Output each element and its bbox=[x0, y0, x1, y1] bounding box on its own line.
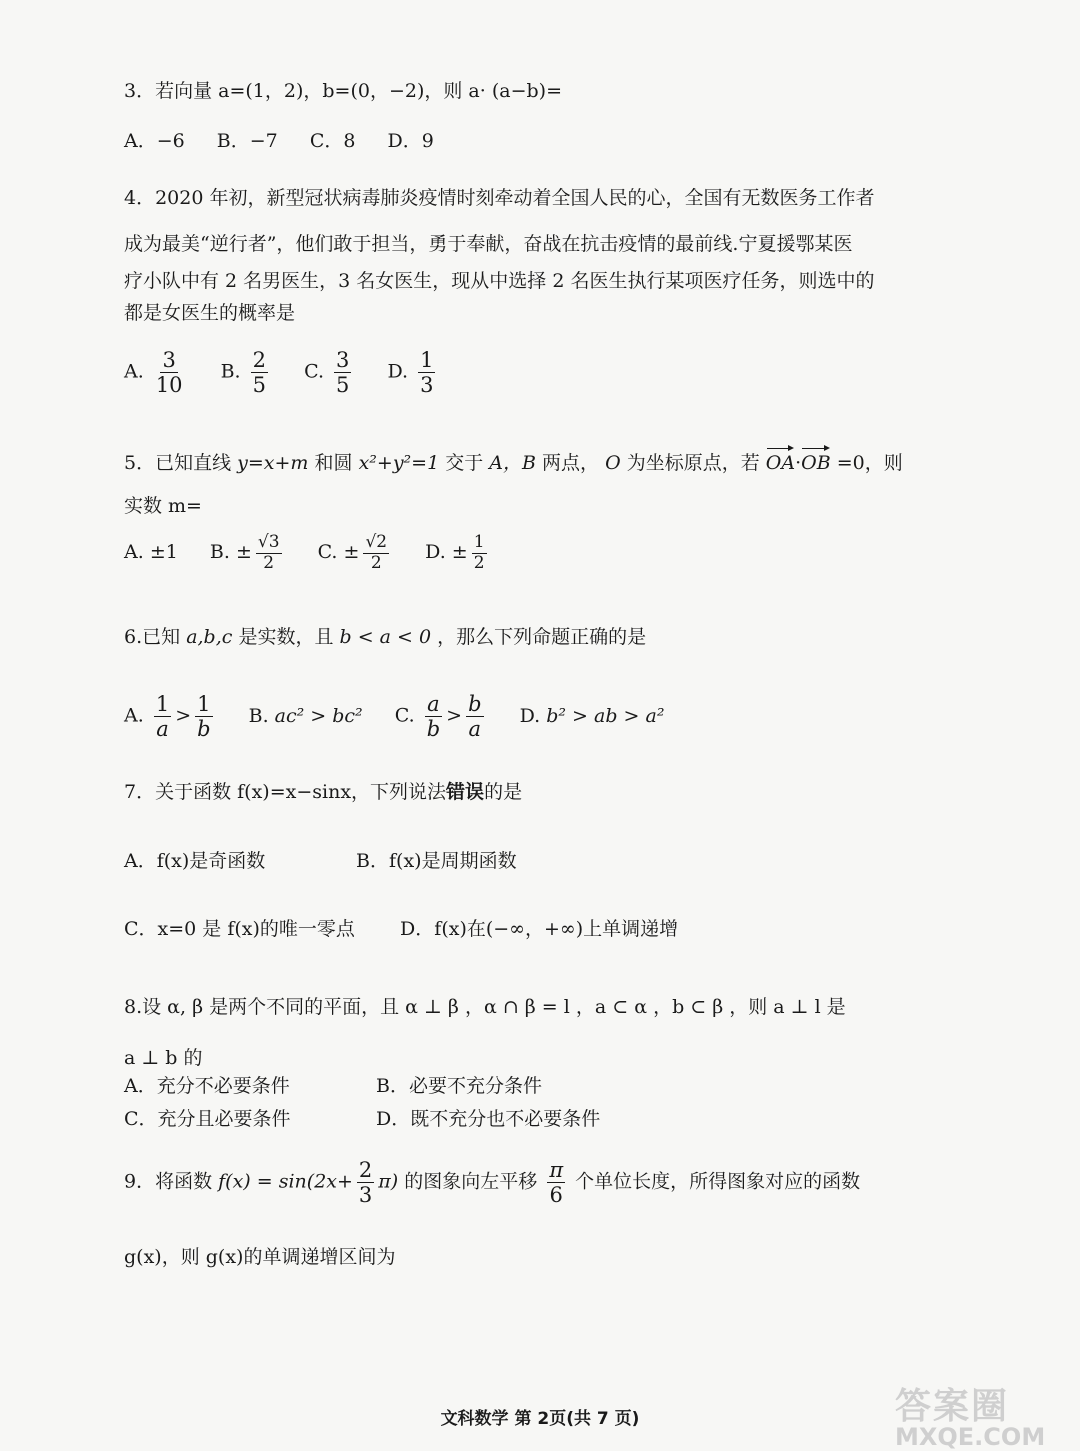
q6-option-d-expression: b² > ab > a² bbox=[546, 704, 665, 727]
watermark-text-cn: 答案圈 bbox=[895, 1386, 1010, 1427]
fraction bbox=[425, 692, 442, 741]
fraction-denominator: 3 bbox=[420, 373, 434, 398]
q4-option-c-fraction bbox=[334, 348, 351, 397]
q8-option-b: B．必要不充分条件 bbox=[376, 1075, 543, 1097]
q8-options-row-1 bbox=[124, 1075, 542, 1098]
q5-points: A，B bbox=[489, 452, 536, 474]
dot-operator: · bbox=[795, 452, 802, 474]
fraction bbox=[466, 692, 483, 741]
q8-line-1: 8.设 α, β 是两个不同的平面，且 α ⊥ β ，α ∩ β = l ，a ⊂ α ，b ⊂ β ，则 a ⊥ l 是 bbox=[124, 996, 846, 1018]
fraction bbox=[154, 692, 171, 741]
q5-option-d bbox=[425, 533, 490, 573]
vector-ob: OB bbox=[801, 446, 831, 475]
q4-option-a-label: A. bbox=[124, 360, 144, 383]
greater-than-sign: > bbox=[175, 704, 192, 727]
q4-option-b-fraction bbox=[251, 348, 268, 397]
fraction-denominator: 6 bbox=[549, 1183, 563, 1208]
q6-option-a bbox=[124, 692, 217, 741]
q9-prefix: 9．将函数 bbox=[124, 1170, 213, 1193]
q6-tail: ，那么下列命题正确的是 bbox=[437, 626, 647, 648]
q7-options-row-1 bbox=[124, 850, 517, 873]
q4-option-d bbox=[387, 348, 439, 397]
q5-option-a-value: ±1 bbox=[149, 541, 178, 564]
q6-option-a-label: A. bbox=[124, 704, 144, 727]
q4-option-a-fraction bbox=[154, 348, 185, 397]
q5-option-b bbox=[210, 533, 286, 573]
q8-options-row-2 bbox=[124, 1108, 600, 1131]
q4-line-4: 都是女医生的概率是 bbox=[124, 302, 296, 324]
q5-stem bbox=[124, 446, 903, 475]
fraction-numerator: 1 bbox=[155, 692, 170, 716]
q6-option-d bbox=[520, 705, 665, 728]
q5-options bbox=[124, 533, 517, 573]
fraction-denominator: a bbox=[156, 717, 169, 742]
q3-option-a: A．−6 bbox=[124, 130, 185, 152]
q5-option-d-label: D. bbox=[425, 541, 446, 564]
q9-tail: 个单位长度，所得图象对应的函数 bbox=[575, 1170, 861, 1193]
plus-minus-sign: ± bbox=[343, 541, 360, 564]
q5-option-c-label: C. bbox=[317, 541, 338, 564]
q9-shift-fraction bbox=[547, 1158, 565, 1207]
page-footer: 文科数学 第 2页(共 7 页) bbox=[440, 1409, 640, 1429]
q3-options bbox=[124, 130, 460, 153]
q5-option-c bbox=[318, 533, 394, 573]
fraction-denominator: 2 bbox=[263, 552, 275, 573]
q6-option-c bbox=[395, 692, 488, 741]
q9-phase-fraction bbox=[357, 1158, 374, 1207]
q6-option-c-label: C. bbox=[394, 704, 415, 727]
q5-option-a-label: A. bbox=[124, 541, 144, 564]
watermark-text-en: MXQE.COM bbox=[895, 1423, 1046, 1451]
q9-function-close: π) bbox=[378, 1170, 399, 1193]
fraction-denominator: a bbox=[468, 717, 482, 742]
q4-option-c-label: C. bbox=[304, 360, 324, 383]
q8-option-d: D．既不充分也不必要条件 bbox=[376, 1108, 601, 1130]
fraction-numerator: 1 bbox=[420, 348, 434, 372]
fraction-denominator: 2 bbox=[473, 552, 485, 573]
q4-line-3: 疗小队中有 2 名男医生，3 名女医生，现从中选择 2 名医生执行某项医疗任务，则选中的 bbox=[124, 270, 875, 292]
q6-stem bbox=[124, 626, 646, 649]
q4-option-b bbox=[221, 348, 272, 397]
q5-prefix: 5．已知直线 bbox=[124, 452, 232, 474]
q7-emphasis: 错误 bbox=[446, 781, 485, 803]
fraction-numerator: 2 bbox=[252, 348, 267, 372]
q7-prefix: 7．关于函数 f(x)=x−sinx，下列说法 bbox=[124, 781, 447, 803]
q5-text: 为坐标原点，若 bbox=[626, 452, 760, 474]
q4-line-2: 成为最美“逆行者”，他们敢于担当，勇于奉献，奋战在抗击疫情的最前线.宁夏援鄂某医 bbox=[124, 233, 853, 255]
fraction-numerator: √2 bbox=[365, 532, 388, 552]
q5-line-equation: y=x+m bbox=[237, 452, 309, 474]
q6-option-d-label: D. bbox=[519, 704, 541, 727]
fraction-numerator: 1 bbox=[197, 692, 211, 716]
greater-than-sign: > bbox=[446, 704, 463, 727]
q9-text: 的图象向左平移 bbox=[404, 1170, 538, 1193]
fraction-denominator: b bbox=[197, 717, 211, 742]
vector-oa: OA bbox=[766, 446, 795, 475]
q4-option-d-fraction bbox=[418, 348, 435, 397]
q6-option-b-expression: ac² > bc² bbox=[274, 704, 363, 727]
q6-option-b-label: B. bbox=[248, 704, 269, 727]
q3-option-c: C．8 bbox=[309, 130, 356, 152]
q9-line-2: g(x)，则 g(x)的单调递增区间为 bbox=[124, 1246, 396, 1268]
q7-option-b: B．f(x)是周期函数 bbox=[356, 850, 517, 872]
fraction-denominator: 10 bbox=[155, 373, 183, 398]
fraction-numerator: 3 bbox=[162, 348, 176, 372]
q7-stem bbox=[124, 781, 522, 804]
fraction-denominator: 5 bbox=[252, 373, 267, 398]
fraction bbox=[195, 692, 212, 741]
plus-minus-sign: ± bbox=[235, 541, 252, 564]
fraction-numerator: 3 bbox=[336, 348, 350, 372]
q5-option-b-label: B. bbox=[209, 541, 230, 564]
fraction-numerator: 2 bbox=[358, 1158, 373, 1182]
q4-option-a bbox=[124, 348, 189, 397]
q5-option-a bbox=[124, 541, 178, 564]
plus-minus-sign: ± bbox=[451, 541, 468, 564]
fraction-numerator: 1 bbox=[473, 532, 485, 552]
fraction-numerator: π bbox=[549, 1158, 564, 1182]
q7-options-row-2 bbox=[124, 918, 678, 941]
q6-text: 是实数，且 bbox=[238, 626, 334, 648]
watermark-logo bbox=[895, 1378, 1075, 1451]
q3-option-d: D．9 bbox=[387, 130, 434, 152]
q4-options bbox=[124, 348, 465, 397]
q3-option-b: B．−7 bbox=[216, 130, 278, 152]
q3-stem: 3．若向量 a=(1，2)，b=(0，−2)，则 a· (a−b)= bbox=[124, 80, 562, 102]
fraction-denominator: 3 bbox=[358, 1183, 373, 1208]
fraction-numerator: a bbox=[427, 692, 440, 716]
fraction-denominator: 2 bbox=[370, 552, 382, 573]
q5-text: 两点， bbox=[542, 452, 600, 474]
q5-origin: O bbox=[605, 452, 621, 474]
q8-option-c: C．充分且必要条件 bbox=[124, 1108, 291, 1130]
q6-condition: b < a < 0 bbox=[339, 626, 432, 648]
q6-options bbox=[124, 692, 690, 741]
q6-prefix: 6.已知 bbox=[124, 626, 181, 648]
q7-option-d: D．f(x)在(−∞，+∞)上单调递增 bbox=[400, 918, 679, 940]
q7-tail: 的是 bbox=[484, 781, 523, 803]
fraction-denominator: b bbox=[426, 717, 441, 742]
fraction-denominator: 5 bbox=[336, 373, 350, 398]
q9-function: f(x) = sin(2x+ bbox=[218, 1170, 353, 1193]
q5-text: 交于 bbox=[445, 452, 484, 474]
q9-stem bbox=[124, 1158, 860, 1207]
fraction-numerator: √3 bbox=[257, 532, 280, 552]
q5-option-b-fraction bbox=[256, 533, 282, 573]
q4-option-d-label: D. bbox=[387, 360, 409, 383]
q6-variables: a,b,c bbox=[186, 626, 233, 648]
q5-text: 和圆 bbox=[314, 452, 353, 474]
q7-option-a: A．f(x)是奇函数 bbox=[124, 850, 266, 872]
q8-option-a: A．充分不必要条件 bbox=[124, 1075, 290, 1097]
q5-tail: =0，则 bbox=[836, 452, 903, 474]
q5-circle-equation: x²+y²=1 bbox=[358, 452, 440, 474]
q4-line-1: 4．2020 年初，新型冠状病毒肺炎疫情时刻牵动着全国人民的心，全国有无数医务工作者 bbox=[124, 187, 875, 209]
q5-line-2: 实数 m= bbox=[124, 495, 202, 517]
q7-option-c: C．x=0 是 f(x)的唯一零点 bbox=[124, 918, 355, 940]
q8-line-2: a ⊥ b 的 bbox=[124, 1047, 203, 1069]
q4-option-c bbox=[304, 348, 355, 397]
fraction-numerator: b bbox=[468, 692, 482, 716]
q4-option-b-label: B. bbox=[220, 360, 241, 383]
q5-option-c-fraction bbox=[363, 533, 389, 573]
q5-option-d-fraction bbox=[472, 533, 487, 573]
q6-option-b bbox=[249, 705, 363, 728]
